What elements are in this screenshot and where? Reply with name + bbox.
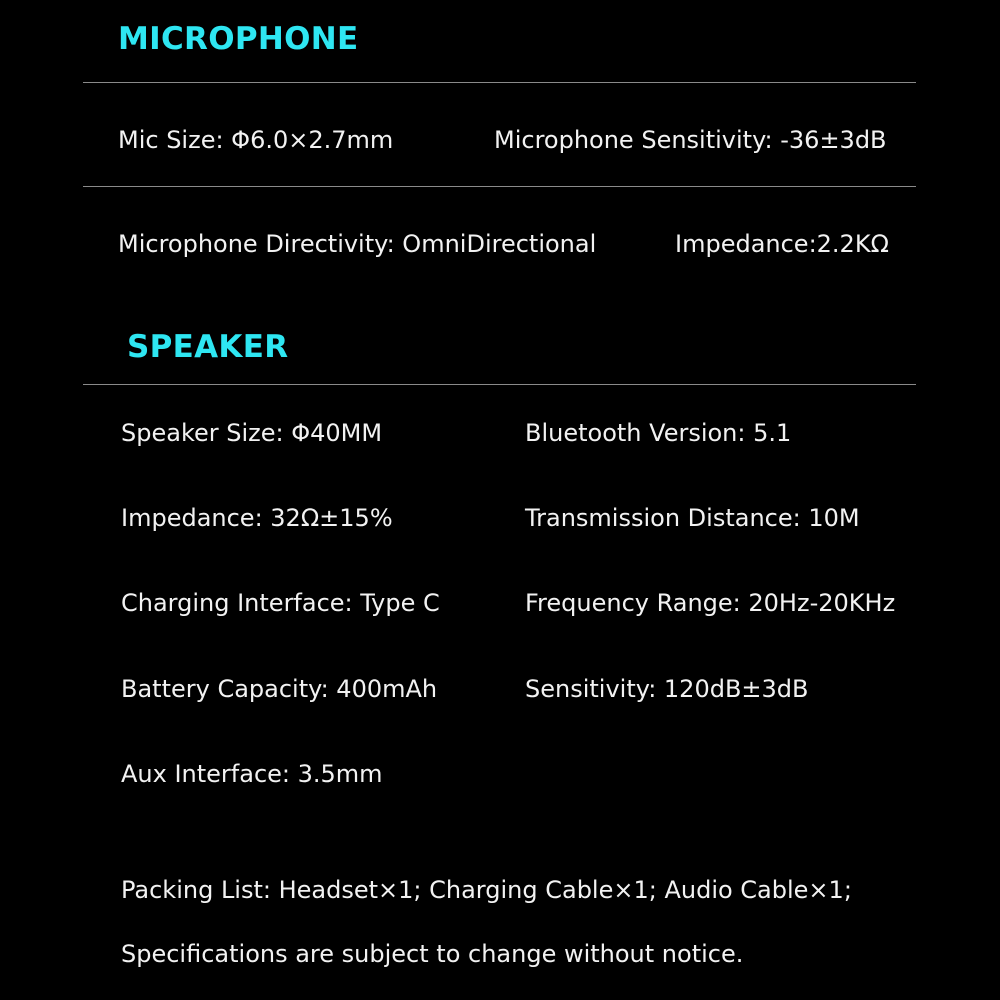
bluetooth-version-spec: Bluetooth Version: 5.1 — [525, 419, 792, 447]
divider — [83, 186, 916, 187]
charging-interface-spec: Charging Interface: Type C — [121, 589, 440, 617]
aux-interface-spec: Aux Interface: 3.5mm — [121, 760, 383, 788]
mic-size-spec: Mic Size: Φ6.0×2.7mm — [118, 126, 394, 154]
divider — [83, 82, 916, 83]
speaker-size-spec: Speaker Size: Φ40MM — [121, 419, 383, 447]
speaker-heading: SPEAKER — [127, 329, 289, 365]
divider — [83, 384, 916, 385]
speaker-impedance-spec: Impedance: 32Ω±15% — [121, 504, 393, 532]
transmission-distance-spec: Transmission Distance: 10M — [525, 504, 860, 532]
frequency-range-spec: Frequency Range: 20Hz-20KHz — [525, 589, 896, 617]
packing-list: Packing List: Headset×1; Charging Cable×1; Audio Cable×1; — [121, 876, 852, 904]
battery-capacity-spec: Battery Capacity: 400mAh — [121, 675, 438, 703]
disclaimer: Specifications are subject to change without notice. — [121, 940, 744, 968]
mic-directivity-spec: Microphone Directivity: OmniDirectional — [118, 230, 597, 258]
microphone-heading: MICROPHONE — [118, 21, 359, 57]
mic-sensitivity-spec: Microphone Sensitivity: -36±3dB — [494, 126, 887, 154]
speaker-sensitivity-spec: Sensitivity: 120dB±3dB — [525, 675, 809, 703]
mic-impedance-spec: Impedance:2.2KΩ — [675, 230, 889, 258]
